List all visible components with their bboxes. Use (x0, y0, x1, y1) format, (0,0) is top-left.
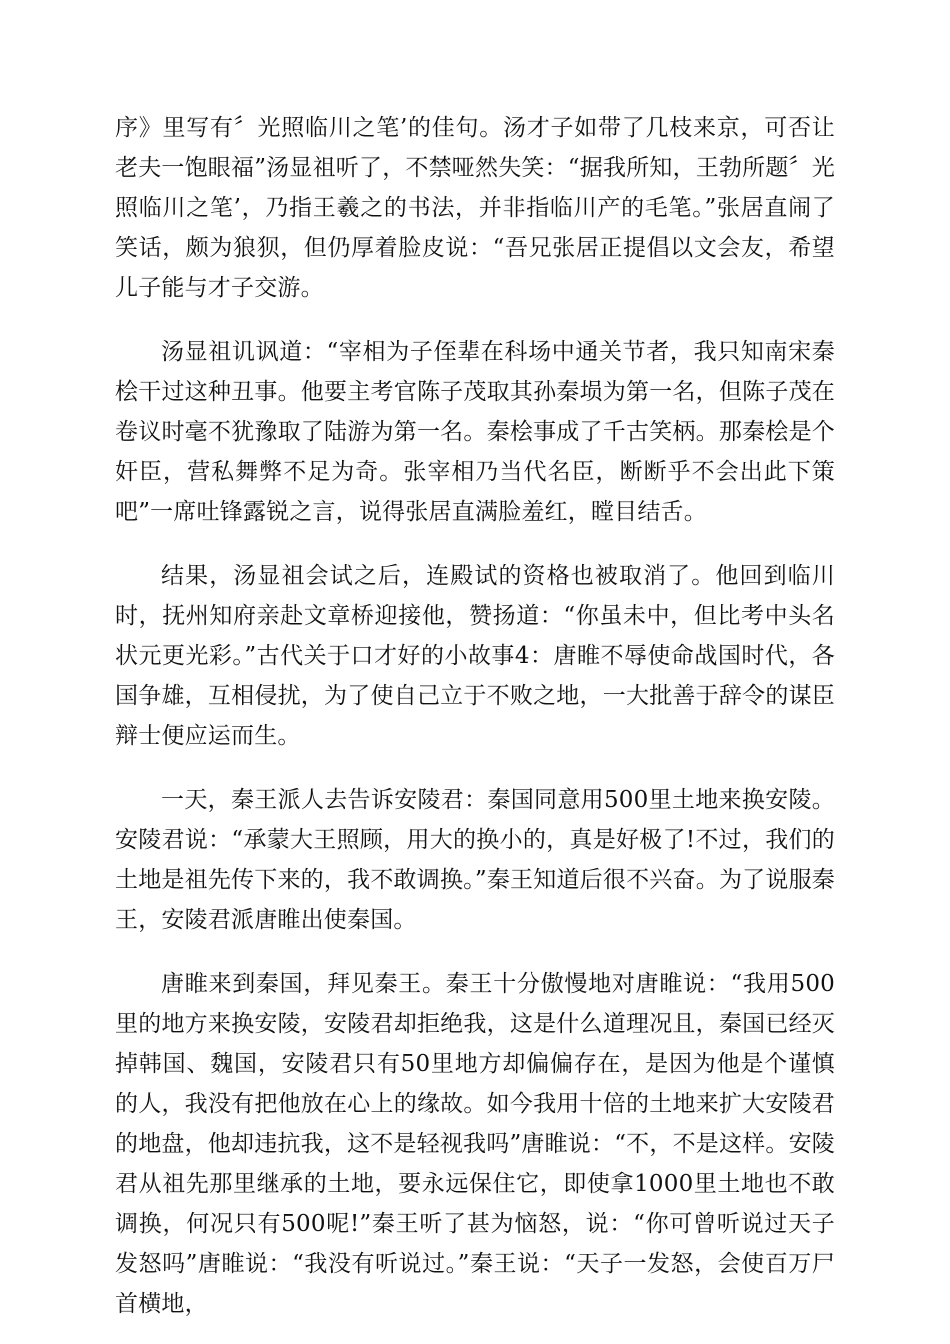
paragraph-5: 唐睢来到秦国，拜见秦王。秦王十分傲慢地对唐睢说：“我用500里的地方来换安陵，安陵君却拒绝我，这是什么道理况且，秦国已经灭掉韩国、魏国，安陵君只有50里地方却偏偏存在，是因为他是个谨慎的人，我没有把他放在心上的缘故。如今我用十倍的土地来扩大安陵君的地盘，他却违抗我，这不是轻视我吗”唐睢说：“不，不是这样。安陵君从祖先那里继承的土地，要永远保住它，即使拿1000里土地也不敢调换，何况只有500呢!”秦王听了甚为恼怒，说：“你可曾听说过天子发怒吗”唐睢说：“我没有听说过。”秦王说：“天子一发怒，会使百万尸首横地， (115, 971, 835, 1317)
paragraph-3: 结果，汤显祖会试之后，连殿试的资格也被取消了。他回到临川时，抚州知府亲赴文章桥迎接他，赞扬道：“你虽未中，但比考中头名状元更光彩。”古代关于口才好的小故事4：唐睢不辱使命战国时代，各国争雄，互相侵扰，为了使自己立于不败之地，一大批善于辞令的谋臣辩士便应运而生。 (115, 563, 835, 749)
paragraph-1: 序》里写有〞光照临川之笔’的佳句。汤才子如带了几枝来京，可否让老夫一饱眼福”汤显祖听了，不禁哑然失笑：“据我所知，王勃所题〞光照临川之笔’，乃指王羲之的书法，并非指临川产的毛笔。”张居直闹了笑话，颇为狼狈，但仍厚着脸皮说：“吾兄张居正提倡以文会友，希望儿子能与才子交游。 (115, 115, 835, 301)
paragraph-2: 汤显祖讥讽道：“宰相为子侄辈在科场中通关节者，我只知南宋秦桧干过这种丑事。他要主考官陈子茂取其孙秦埙为第一名，但陈子茂在卷议时毫不犹豫取了陆游为第一名。秦桧事成了千古笑柄。那秦桧是个奸臣，营私舞弊不足为奇。张宰相乃当代名臣，断断乎不会出此下策吧”一席吐锋露锐之言，说得张居直满脸羞红，瞠目结舌。 (115, 339, 835, 525)
paragraph-4: 一天，秦王派人去告诉安陵君：秦国同意用500里土地来换安陵。安陵君说：“承蒙大王照顾，用大的换小的，真是好极了!不过，我们的土地是祖先传下来的，我不敢调换。”秦王知道后很不兴奋。为了说服秦王，安陵君派唐睢出使秦国。 (115, 787, 835, 933)
